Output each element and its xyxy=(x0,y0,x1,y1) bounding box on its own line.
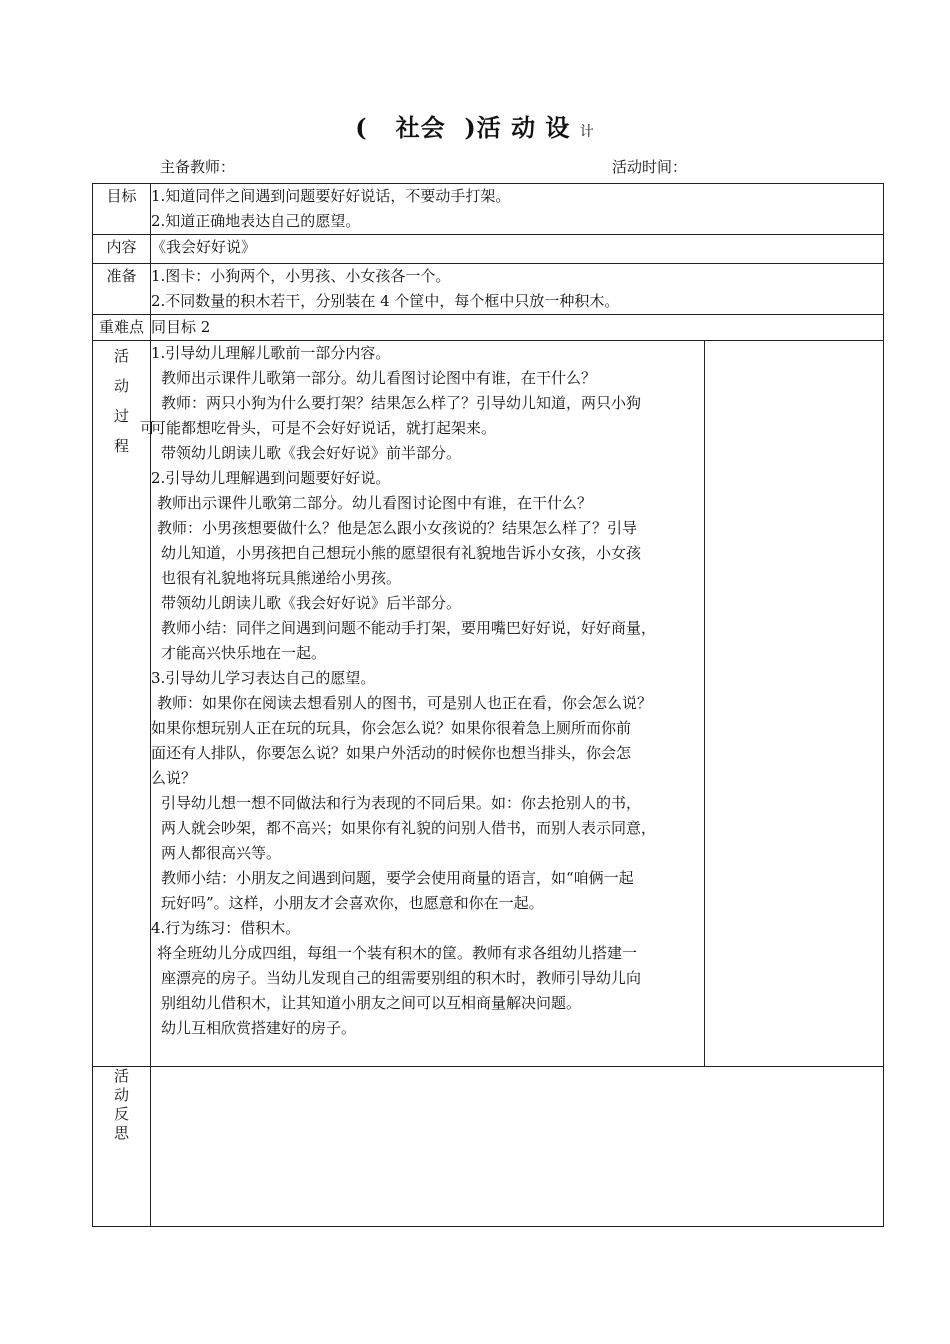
lesson-plan-table xyxy=(92,183,884,1227)
process-line: 两人就会吵架，都不高兴；如果你有礼貌的问别人借书，而别人表示同意， xyxy=(161,819,657,837)
row-goal xyxy=(93,184,884,235)
document-title xyxy=(0,108,950,143)
process-line: 教师小结：小朋友之间遇到问题，要学会使用商量的语言，如“咱俩一起 xyxy=(161,869,634,887)
teacher-label: 主备教师： xyxy=(160,158,236,176)
row-prep xyxy=(93,264,884,315)
row-content xyxy=(93,235,884,264)
process-line: 教师：两只小狗为什么要打架？结果怎么样了？引导幼儿知道，两只小狗 xyxy=(161,394,642,412)
title-tail: 计 xyxy=(579,124,595,140)
row-process xyxy=(93,341,884,1067)
process-label-char: 程 xyxy=(113,437,129,455)
reflection-label-char: 反 xyxy=(113,1105,129,1123)
process-line: 幼儿互相欣赏搭建好的房子。 xyxy=(161,1019,357,1037)
process-line: 如果你想玩别人正在玩的玩具，你会怎么说？如果你很着急上厕所而你前 xyxy=(151,719,632,737)
prep-content xyxy=(151,264,884,315)
reflection-label-char: 活 xyxy=(113,1067,129,1085)
process-line: 将全班幼儿分成四组，每组一个装有积木的筐。教师有求各组幼儿搭建一 xyxy=(157,944,638,962)
prep-label: 准备 xyxy=(93,264,151,315)
prep-line: 1.图卡：小狗两个，小男孩、小女孩各一个。 xyxy=(151,267,451,285)
process-line: 教师出示课件儿歌第一部分。幼儿看图讨论图中有谁，在干什么？ xyxy=(161,369,597,387)
goal-content xyxy=(151,184,884,235)
row-focus xyxy=(93,315,884,341)
process-line: 玩好吗”。这样，小朋友才会喜欢你，也愿意和你在一起。 xyxy=(161,894,544,912)
process-label-char: 过 xyxy=(113,407,129,425)
focus-label: 重难点 xyxy=(93,315,151,341)
process-line: 才能高兴快乐地在一起。 xyxy=(161,644,327,662)
process-line: 么说？ xyxy=(151,769,197,787)
process-line: 幼儿知道，小男孩把自己想玩小熊的愿望很有礼貌地告诉小女孩，小女孩 xyxy=(161,544,642,562)
content-text: 《我会好好说》 xyxy=(151,235,884,264)
process-line: 4.行为练习：借积木。 xyxy=(151,919,301,937)
process-line: 教师出示课件儿歌第二部分。幼儿看图讨论图中有谁，在干什么？ xyxy=(157,494,593,512)
goal-label: 目标 xyxy=(93,184,151,235)
goal-line: 1.知道同伴之间遇到问题要好好说话，不要动手打架。 xyxy=(151,187,511,205)
goal-line: 2.知道正确地表达自己的愿望。 xyxy=(151,212,361,230)
reflection-content[interactable] xyxy=(151,1067,884,1227)
focus-text: 同目标 2 xyxy=(151,315,884,341)
process-label xyxy=(93,341,151,1067)
process-line: 教师小结：同伴之间遇到问题不能动手打架，要用嘴巴好好说，好好商量， xyxy=(161,619,657,637)
title-subject: 社会 xyxy=(395,113,446,142)
process-line: 1.引导幼儿理解儿歌前一部分内容。 xyxy=(151,344,391,362)
reflection-label-char: 思 xyxy=(113,1124,129,1142)
process-line: 2.引导幼儿理解遇到问题要好好说。 xyxy=(151,469,391,487)
row-reflection xyxy=(93,1067,884,1227)
prep-line: 2.不同数量的积木若干，分别装在 4 个筐中，每个框中只放一种积木。 xyxy=(151,292,620,310)
process-line: 座漂亮的房子。当幼儿发现自己的组需要别组的积木时，教师引导幼儿向 xyxy=(161,969,642,987)
process-line: 3.引导幼儿学习表达自己的愿望。 xyxy=(151,669,376,687)
reflection-label-char: 动 xyxy=(113,1086,129,1104)
process-line: 可能都想吃骨头，可是不会好好说话，就打起架来。 xyxy=(151,419,497,437)
process-line: 两人都很高兴等。 xyxy=(161,844,282,862)
content-label: 内容 xyxy=(93,235,151,264)
process-label-char: 活 xyxy=(113,347,129,365)
process-content xyxy=(140,341,705,1067)
process-line: 面还有人排队，你要怎么说？如果户外活动的时候你也想当排头，你会怎 xyxy=(151,744,632,762)
process-line: 带领幼儿朗读儿歌《我会好好说》前半部分。 xyxy=(161,444,462,462)
title-close: )活 动 设 xyxy=(464,113,571,142)
title-open: ( xyxy=(355,113,368,142)
reflection-label xyxy=(93,1067,151,1227)
process-line: 也很有礼貌地将玩具熊递给小男孩。 xyxy=(161,569,402,587)
stray-char: 可 xyxy=(140,419,156,437)
process-line: 教师：小男孩想要做什么？他是怎么跟小女孩说的？结果怎么样了？引导 xyxy=(157,519,638,537)
process-line: 带领幼儿朗读儿歌《我会好好说》后半部分。 xyxy=(161,594,462,612)
process-label-char: 动 xyxy=(113,377,129,395)
process-line: 引导幼儿想一想不同做法和行为表现的不同后果。如：你去抢别人的书， xyxy=(161,794,642,812)
process-line: 别组幼儿借积木，让其知道小朋友之间可以互相商量解决问题。 xyxy=(161,994,582,1012)
process-line: 教师：如果你在阅读去想看别人的图书，可是别人也正在看，你会怎么说？ xyxy=(157,694,653,712)
process-notes-column xyxy=(705,341,884,1067)
time-label: 活动时间： xyxy=(612,158,688,176)
